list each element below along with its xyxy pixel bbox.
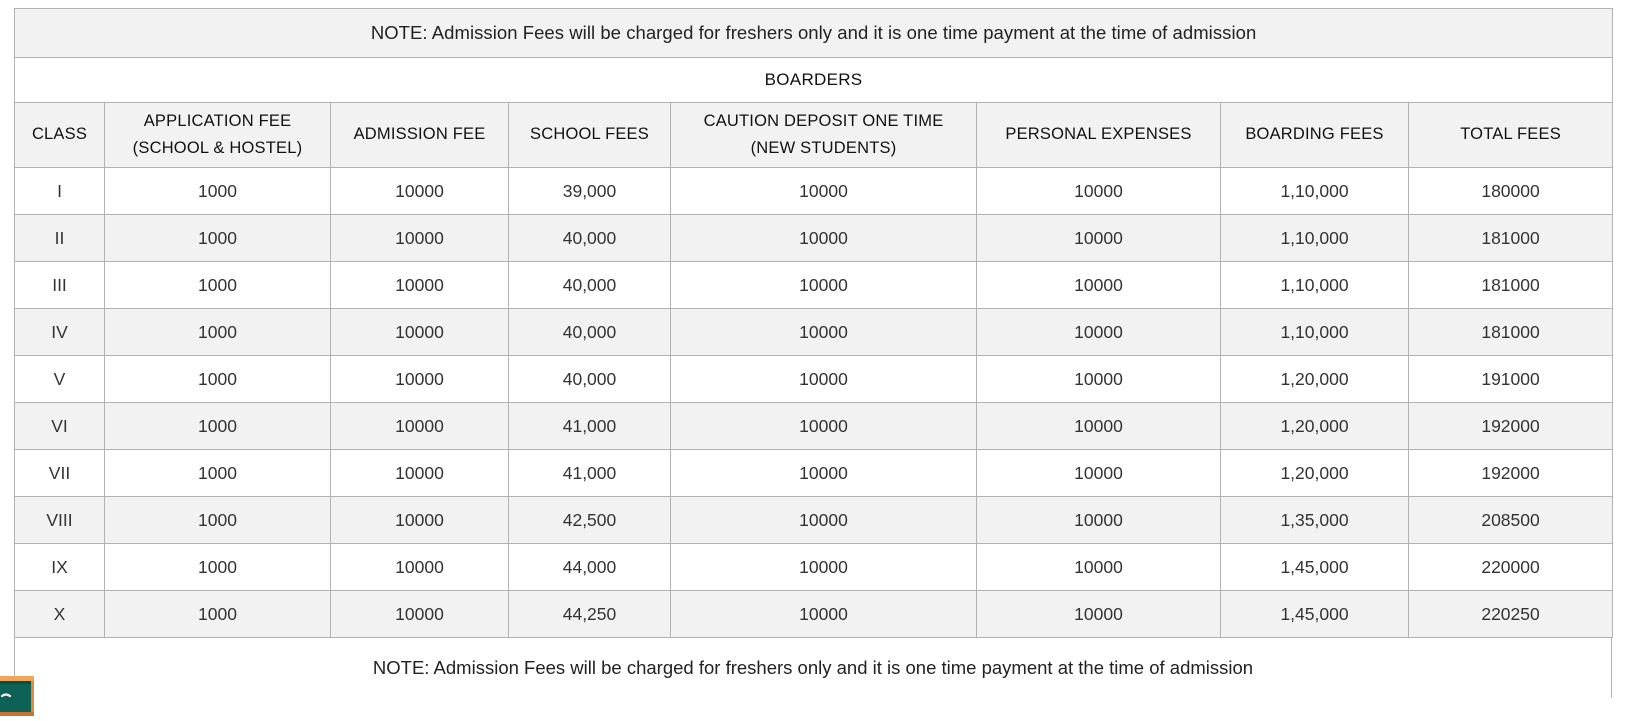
column-header-class-line1: CLASS — [31, 125, 88, 144]
cell-admission-fee: 10000 — [331, 450, 509, 497]
cell-admission-fee: 10000 — [331, 262, 509, 309]
column-header-class — [15, 103, 105, 168]
cell-school-fees: 40,000 — [509, 215, 671, 262]
cell-boarding-fees: 1,10,000 — [1221, 168, 1409, 215]
column-header-caution-deposit — [671, 103, 977, 168]
cell-personal-expenses: 10000 — [977, 262, 1221, 309]
boarders-fee-table — [14, 8, 1613, 638]
cell-boarding-fees: 1,10,000 — [1221, 309, 1409, 356]
cell-school-fees: 41,000 — [509, 403, 671, 450]
cell-school-fees: 44,250 — [509, 591, 671, 638]
cell-boarding-fees: 1,20,000 — [1221, 356, 1409, 403]
cell-total-fees: 220000 — [1409, 544, 1613, 591]
cell-total-fees: 208500 — [1409, 497, 1613, 544]
cell-application-fee: 1000 — [105, 309, 331, 356]
cell-boarding-fees: 1,35,000 — [1221, 497, 1409, 544]
section-title-row — [15, 58, 1613, 103]
table-row — [15, 544, 1613, 591]
cell-admission-fee: 10000 — [331, 544, 509, 591]
column-header-boarding-fees-line1: BOARDING FEES — [1245, 125, 1384, 144]
cell-caution-deposit: 10000 — [671, 497, 977, 544]
cell-class: VII — [15, 450, 105, 497]
cell-admission-fee: 10000 — [331, 309, 509, 356]
chalkboard-icon — [0, 676, 34, 716]
cell-personal-expenses: 10000 — [977, 591, 1221, 638]
cell-application-fee: 1000 — [105, 591, 331, 638]
cell-boarding-fees: 1,20,000 — [1221, 450, 1409, 497]
column-header-school-fees — [509, 103, 671, 168]
cell-school-fees: 40,000 — [509, 262, 671, 309]
cell-class: IX — [15, 544, 105, 591]
cell-total-fees: 181000 — [1409, 309, 1613, 356]
cell-total-fees: 181000 — [1409, 215, 1613, 262]
table-row — [15, 356, 1613, 403]
cell-boarding-fees: 1,10,000 — [1221, 215, 1409, 262]
column-header-application-fee-line1: APPLICATION FEE — [143, 111, 292, 130]
cell-class: III — [15, 262, 105, 309]
table-row — [15, 215, 1613, 262]
cell-class: X — [15, 591, 105, 638]
cell-total-fees: 192000 — [1409, 403, 1613, 450]
cell-admission-fee: 10000 — [331, 403, 509, 450]
cell-school-fees: 44,000 — [509, 544, 671, 591]
cell-boarding-fees: 1,45,000 — [1221, 591, 1409, 638]
cell-application-fee: 1000 — [105, 168, 331, 215]
cell-caution-deposit: 10000 — [671, 450, 977, 497]
cell-admission-fee: 10000 — [331, 356, 509, 403]
cell-school-fees: 39,000 — [509, 168, 671, 215]
table-row — [15, 497, 1613, 544]
column-header-admission-fee — [331, 103, 509, 168]
cell-personal-expenses: 10000 — [977, 215, 1221, 262]
table-row — [15, 403, 1613, 450]
column-header-personal-expenses-line1: PERSONAL EXPENSES — [1005, 125, 1192, 144]
cell-total-fees: 181000 — [1409, 262, 1613, 309]
cell-application-fee: 1000 — [105, 497, 331, 544]
column-header-total-fees-line1: TOTAL FEES — [1460, 125, 1561, 144]
cell-caution-deposit: 10000 — [671, 215, 977, 262]
column-header-caution-deposit-line2: (NEW STUDENTS) — [750, 139, 897, 157]
column-header-application-fee — [105, 103, 331, 168]
cell-school-fees: 40,000 — [509, 309, 671, 356]
cell-class: I — [15, 168, 105, 215]
table-row — [15, 450, 1613, 497]
cell-total-fees: 220250 — [1409, 591, 1613, 638]
cell-personal-expenses: 10000 — [977, 403, 1221, 450]
cell-school-fees: 40,000 — [509, 356, 671, 403]
cell-class: II — [15, 215, 105, 262]
cell-admission-fee: 10000 — [331, 591, 509, 638]
column-header-application-fee-line2: (SCHOOL & HOSTEL) — [132, 139, 303, 157]
column-header-total-fees — [1409, 103, 1613, 168]
cell-total-fees: 191000 — [1409, 356, 1613, 403]
cell-admission-fee: 10000 — [331, 168, 509, 215]
cell-personal-expenses: 10000 — [977, 168, 1221, 215]
cell-application-fee: 1000 — [105, 403, 331, 450]
cell-caution-deposit: 10000 — [671, 544, 977, 591]
cell-application-fee: 1000 — [105, 544, 331, 591]
cell-personal-expenses: 10000 — [977, 450, 1221, 497]
cell-class: VIII — [15, 497, 105, 544]
cell-school-fees: 42,500 — [509, 497, 671, 544]
column-header-caution-deposit-line1: CAUTION DEPOSIT ONE TIME — [703, 111, 944, 130]
cell-caution-deposit: 10000 — [671, 309, 977, 356]
cell-caution-deposit: 10000 — [671, 262, 977, 309]
cell-application-fee: 1000 — [105, 262, 331, 309]
fee-table-body — [15, 9, 1613, 638]
cell-personal-expenses: 10000 — [977, 497, 1221, 544]
cell-class: IV — [15, 309, 105, 356]
note-bottom-text: NOTE: Admission Fees will be charged for freshers only and it is one time payment at the time of admission — [372, 657, 1254, 678]
cell-admission-fee: 10000 — [331, 215, 509, 262]
cell-total-fees: 192000 — [1409, 450, 1613, 497]
cell-caution-deposit: 10000 — [671, 168, 977, 215]
note-top-row — [15, 9, 1613, 58]
cell-personal-expenses: 10000 — [977, 544, 1221, 591]
table-row — [15, 309, 1613, 356]
cell-caution-deposit: 10000 — [671, 356, 977, 403]
cell-school-fees: 41,000 — [509, 450, 671, 497]
cell-boarding-fees: 1,45,000 — [1221, 544, 1409, 591]
cell-class: VI — [15, 403, 105, 450]
cell-boarding-fees: 1,20,000 — [1221, 403, 1409, 450]
cell-boarding-fees: 1,10,000 — [1221, 262, 1409, 309]
cell-application-fee: 1000 — [105, 450, 331, 497]
cell-caution-deposit: 10000 — [671, 403, 977, 450]
column-header-school-fees-line1: SCHOOL FEES — [530, 125, 649, 144]
note-bottom-row — [14, 638, 1612, 698]
table-row — [15, 168, 1613, 215]
column-header-personal-expenses — [977, 103, 1221, 168]
cell-personal-expenses: 10000 — [977, 356, 1221, 403]
column-header-row — [15, 103, 1613, 168]
cell-application-fee: 1000 — [105, 215, 331, 262]
cell-class: V — [15, 356, 105, 403]
section-title-boarders: BOARDERS — [15, 58, 1613, 103]
cell-application-fee: 1000 — [105, 356, 331, 403]
note-top-text: NOTE: Admission Fees will be charged for freshers only and it is one time payment at the time of admission — [15, 9, 1613, 58]
cell-personal-expenses: 10000 — [977, 309, 1221, 356]
cell-caution-deposit: 10000 — [671, 591, 977, 638]
table-row — [15, 262, 1613, 309]
cell-total-fees: 180000 — [1409, 168, 1613, 215]
column-header-boarding-fees — [1221, 103, 1409, 168]
table-row — [15, 591, 1613, 638]
cell-admission-fee: 10000 — [331, 497, 509, 544]
column-header-admission-fee-line1: ADMISSION FEE — [353, 125, 486, 144]
